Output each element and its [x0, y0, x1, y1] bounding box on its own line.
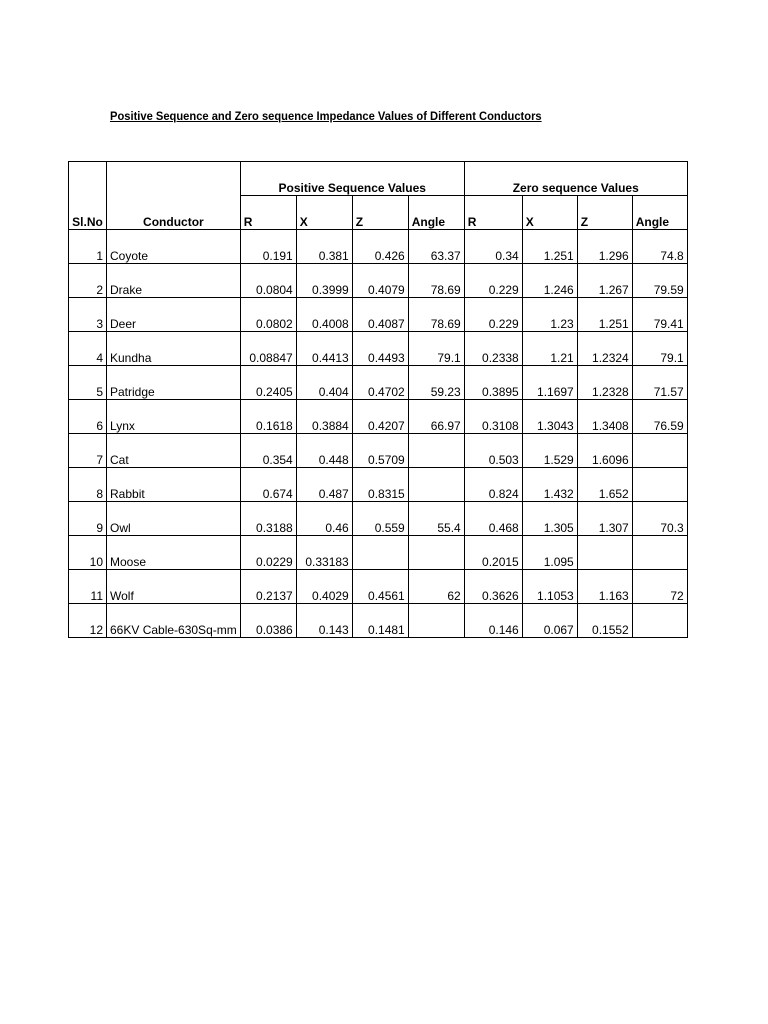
table-row: [69, 366, 688, 400]
cell-pos-angle: 78.69: [408, 264, 464, 298]
cell-zero-x: 1.1053: [522, 570, 577, 604]
cell-pos-x: 0.487: [296, 468, 352, 502]
document-title: Positive Sequence and Zero sequence Impedance Values of Different Conductors: [110, 109, 542, 123]
cell-zero-z: [577, 536, 632, 570]
cell-slno: 12: [69, 604, 107, 638]
cell-zero-z: 1.296: [577, 230, 632, 264]
cell-zero-z: 1.3408: [577, 400, 632, 434]
cell-pos-z: 0.426: [352, 230, 408, 264]
cell-pos-z: 0.5709: [352, 434, 408, 468]
cell-pos-x: 0.381: [296, 230, 352, 264]
cell-zero-z: 1.2328: [577, 366, 632, 400]
cell-slno: 2: [69, 264, 107, 298]
cell-zero-x: 1.529: [522, 434, 577, 468]
table-row: [69, 230, 688, 264]
cell-zero-r: 0.3626: [464, 570, 522, 604]
cell-pos-z: 0.4561: [352, 570, 408, 604]
cell-conductor: Lynx: [107, 400, 241, 434]
cell-zero-angle: [632, 434, 687, 468]
cell-pos-x: 0.3999: [296, 264, 352, 298]
header-zero-x: X: [522, 196, 577, 230]
cell-zero-x: 1.432: [522, 468, 577, 502]
cell-conductor: 66KV Cable-630Sq-mm: [107, 604, 241, 638]
header-positive-sequence: Positive Sequence Values: [240, 162, 464, 196]
cell-pos-r: 0.2405: [240, 366, 296, 400]
cell-zero-angle: 79.41: [632, 298, 687, 332]
cell-zero-x: 1.246: [522, 264, 577, 298]
cell-pos-r: 0.354: [240, 434, 296, 468]
cell-pos-r: 0.3188: [240, 502, 296, 536]
cell-pos-z: 0.559: [352, 502, 408, 536]
cell-zero-x: 0.067: [522, 604, 577, 638]
cell-pos-r: 0.2137: [240, 570, 296, 604]
cell-pos-z: [352, 536, 408, 570]
cell-zero-z: 1.163: [577, 570, 632, 604]
header-slno: Sl.No: [69, 162, 107, 230]
cell-zero-angle: 71.57: [632, 366, 687, 400]
header-zero-r: R: [464, 196, 522, 230]
cell-pos-x: 0.33183: [296, 536, 352, 570]
cell-slno: 4: [69, 332, 107, 366]
cell-zero-r: 0.146: [464, 604, 522, 638]
cell-zero-angle: 76.59: [632, 400, 687, 434]
cell-zero-angle: 79.59: [632, 264, 687, 298]
cell-conductor: Deer: [107, 298, 241, 332]
cell-zero-angle: [632, 536, 687, 570]
cell-zero-angle: 74.8: [632, 230, 687, 264]
cell-pos-r: 0.08847: [240, 332, 296, 366]
cell-pos-x: 0.4029: [296, 570, 352, 604]
cell-zero-r: 0.34: [464, 230, 522, 264]
cell-pos-z: 0.4087: [352, 298, 408, 332]
table-row: [69, 570, 688, 604]
cell-pos-x: 0.404: [296, 366, 352, 400]
cell-zero-angle: 70.3: [632, 502, 687, 536]
cell-zero-z: 0.1552: [577, 604, 632, 638]
cell-pos-angle: [408, 434, 464, 468]
cell-zero-r: 0.503: [464, 434, 522, 468]
cell-zero-angle: [632, 604, 687, 638]
cell-conductor: Moose: [107, 536, 241, 570]
cell-zero-r: 0.229: [464, 264, 522, 298]
cell-conductor: Rabbit: [107, 468, 241, 502]
cell-zero-angle: 72: [632, 570, 687, 604]
cell-slno: 3: [69, 298, 107, 332]
cell-pos-r: 0.0229: [240, 536, 296, 570]
cell-zero-z: 1.6096: [577, 434, 632, 468]
cell-pos-x: 0.46: [296, 502, 352, 536]
header-row-groups: [69, 162, 688, 196]
cell-conductor: Cat: [107, 434, 241, 468]
cell-pos-angle: 79.1: [408, 332, 464, 366]
cell-zero-angle: 79.1: [632, 332, 687, 366]
cell-pos-x: 0.448: [296, 434, 352, 468]
table-body: [69, 230, 688, 638]
cell-zero-z: 1.652: [577, 468, 632, 502]
cell-pos-angle: 62: [408, 570, 464, 604]
cell-conductor: Wolf: [107, 570, 241, 604]
cell-conductor: Coyote: [107, 230, 241, 264]
header-zero-z: Z: [577, 196, 632, 230]
cell-slno: 1: [69, 230, 107, 264]
cell-zero-x: 1.1697: [522, 366, 577, 400]
cell-slno: 11: [69, 570, 107, 604]
table-row: [69, 434, 688, 468]
cell-conductor: Kundha: [107, 332, 241, 366]
header-pos-r: R: [240, 196, 296, 230]
table-row: [69, 502, 688, 536]
cell-zero-z: 1.307: [577, 502, 632, 536]
cell-pos-r: 0.0804: [240, 264, 296, 298]
cell-pos-angle: [408, 468, 464, 502]
cell-zero-r: 0.3108: [464, 400, 522, 434]
cell-pos-x: 0.143: [296, 604, 352, 638]
cell-pos-r: 0.0386: [240, 604, 296, 638]
cell-pos-r: 0.0802: [240, 298, 296, 332]
cell-zero-r: 0.2015: [464, 536, 522, 570]
cell-pos-z: 0.8315: [352, 468, 408, 502]
cell-zero-x: 1.095: [522, 536, 577, 570]
table-row: [69, 332, 688, 366]
cell-slno: 9: [69, 502, 107, 536]
table-row: [69, 536, 688, 570]
header-conductor: Conductor: [107, 162, 241, 230]
impedance-table: [68, 161, 688, 638]
cell-zero-r: 0.824: [464, 468, 522, 502]
cell-slno: 7: [69, 434, 107, 468]
cell-zero-x: 1.251: [522, 230, 577, 264]
cell-zero-r: 0.3895: [464, 366, 522, 400]
cell-zero-z: 1.2324: [577, 332, 632, 366]
cell-pos-r: 0.191: [240, 230, 296, 264]
cell-zero-x: 1.23: [522, 298, 577, 332]
header-zero-angle: Angle: [632, 196, 687, 230]
cell-pos-angle: 78.69: [408, 298, 464, 332]
cell-slno: 10: [69, 536, 107, 570]
table-row: [69, 298, 688, 332]
cell-slno: 6: [69, 400, 107, 434]
header-pos-angle: Angle: [408, 196, 464, 230]
cell-conductor: Drake: [107, 264, 241, 298]
header-pos-x: X: [296, 196, 352, 230]
cell-slno: 8: [69, 468, 107, 502]
cell-pos-angle: [408, 604, 464, 638]
cell-zero-r: 0.2338: [464, 332, 522, 366]
cell-zero-angle: [632, 468, 687, 502]
table-row: [69, 264, 688, 298]
cell-pos-x: 0.4413: [296, 332, 352, 366]
table-row: [69, 604, 688, 638]
cell-pos-x: 0.4008: [296, 298, 352, 332]
header-zero-sequence: Zero sequence Values: [464, 162, 687, 196]
cell-pos-z: 0.4079: [352, 264, 408, 298]
cell-pos-z: 0.4493: [352, 332, 408, 366]
cell-zero-x: 1.21: [522, 332, 577, 366]
cell-pos-angle: 55.4: [408, 502, 464, 536]
cell-pos-r: 0.1618: [240, 400, 296, 434]
cell-pos-angle: 66.97: [408, 400, 464, 434]
cell-zero-x: 1.3043: [522, 400, 577, 434]
cell-pos-z: 0.4702: [352, 366, 408, 400]
table-row: [69, 400, 688, 434]
header-pos-z: Z: [352, 196, 408, 230]
cell-zero-x: 1.305: [522, 502, 577, 536]
cell-conductor: Patridge: [107, 366, 241, 400]
cell-pos-r: 0.674: [240, 468, 296, 502]
cell-pos-x: 0.3884: [296, 400, 352, 434]
cell-pos-z: 0.4207: [352, 400, 408, 434]
cell-pos-angle: 63.37: [408, 230, 464, 264]
cell-zero-r: 0.468: [464, 502, 522, 536]
cell-pos-angle: [408, 536, 464, 570]
cell-slno: 5: [69, 366, 107, 400]
cell-conductor: Owl: [107, 502, 241, 536]
cell-zero-z: 1.267: [577, 264, 632, 298]
cell-pos-angle: 59.23: [408, 366, 464, 400]
cell-zero-r: 0.229: [464, 298, 522, 332]
cell-pos-z: 0.1481: [352, 604, 408, 638]
table-row: [69, 468, 688, 502]
cell-zero-z: 1.251: [577, 298, 632, 332]
